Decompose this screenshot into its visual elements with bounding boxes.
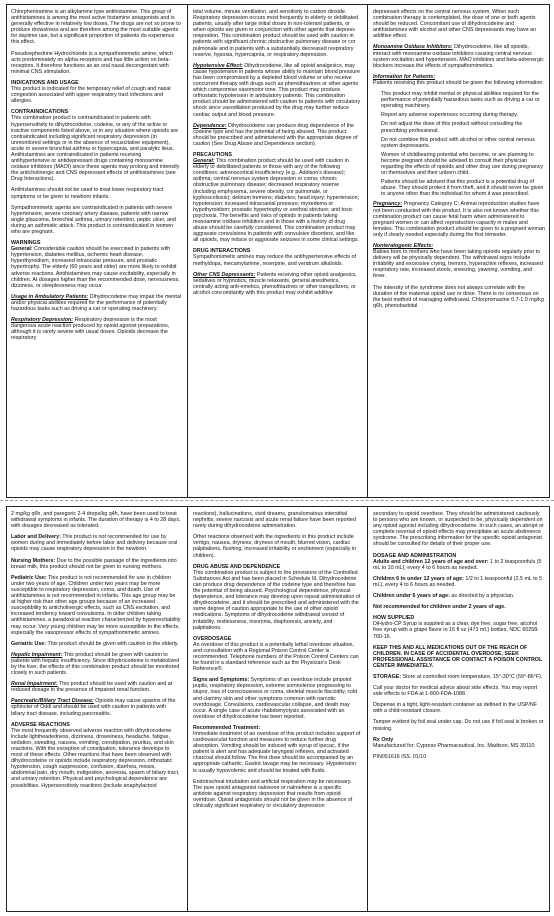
subsection-heading: Nonteratogenic Effects:: [373, 243, 434, 249]
paragraph: This combination product is subject to the provisions of the Controlled Substances Act and has been placed in Schedule III. Dihydrocodeine can produce drug dependence of the codeine type and therefore has the potential of being abused. Psychological dependence, physical dependence, and tolerance may develop upon repeat administration of dihydrocodeine, and it should be prescribed and administered with the same degree of caution appropriate to the use of other opioid medications. Symptoms of dihydrocodeine withdrawal consist of irritability, restlessness, insomnia, diaphoresis, anxiety, and palpitations.: [193, 569, 361, 631]
paragraph: secondary to opioid overdose. They should be administered cautiously to persons who are known, or suspected to be, physically dependent on any opioid agonist including dihydrocodeine. In such cases, an abrupt or complete reversal of opioid effects may precipitate an acute abstinence syndrome. The prescribing information for the specific opioid antagonist should be consulted for details of their proper use.: [373, 511, 544, 548]
paragraph-label: Monoamine Oxidase Inhibitors:: [373, 44, 453, 51]
paragraph: Immediate treatment of an overdose of this product includes support of cardiovascular function and measures to reduce further drug absorption. Vomiting should be induced with syrup of ipecac, if the patient is alert and has adequate laryngeal reflexes, and activated charcoal should follow. The first dose should be accompanied by an appropriate cathartic. Gastric lavage may be necessary. Hypotension is usually hypovolemic and should be treated with fluids.: [193, 731, 361, 774]
paragraph-label: Renal Impairment:: [11, 681, 58, 688]
section-heading: CONTRAINDICATIONS: [11, 109, 69, 116]
paragraph-text: 1 to 2 teaspoonfuls (5 mL to 10 mL), every 4 to 6 hours as needed.: [373, 558, 542, 571]
bullet-item: • Report any adverse experiences occurring during therapy.: [381, 112, 545, 118]
paragraph-text: This product is not recommended for use in children under two years of age. Children under two years may be more susceptible to respiratory depression, coma, and death. Use of antihistamines is not recommended in infants. This age group may be at higher risk than other age groups because of an increased susceptibility to anticholinergic effects, such as CNS excitation, and increased tendency toward convulsions. In older children taking antihistamines, a paradoxical reaction characterized by hyperexcitability may occur. Very young children may be more susceptible to the effects, especially the vasopressor effects of sympathomimetic amines.: [11, 574, 181, 636]
paragraph: tidal volume, minute ventilation, and sensitivity to carbon dioxide. Respiratory depression occurs most frequently in elderly or debilitated patients, usually after large initial doses in non-tolerant patients, or when opioids are given in conjunction with other agents that depress respiration. This combination product should be used with caution in patients with significant chronic obstructive pulmonary disease or cor pulmonale and in patients with a substantially decreased respiratory reserve, hypoxia, hypercapnia, or respiratory depression.: [193, 9, 359, 58]
top-column-3: [373, 9, 545, 493]
top-column-1: [11, 9, 181, 493]
paragraph: Call your doctor for medical advice about side effects. You may report side effects to FDA at 1-800-FDA-1088.: [373, 685, 538, 698]
labeled-paragraph: [11, 317, 181, 341]
paragraph: Sympathomimetic agents are contraindicated in patients with severe hypertension, severe coronary artery disease, patients with narrow angle glaucoma, bronchial asthma, urinary retention, peptic ulcer, and during an asthmatic attack. This product is contraindicated in women who are pregnant.: [11, 204, 176, 235]
labeled-paragraph: [11, 681, 181, 693]
paragraph-label: Other CNS Depressants:: [193, 271, 256, 278]
paragraph-text: Patients receiving other opioid analgesics, sedatives or hypnotics, muscle relaxants, general anesthetics, centrally acting anti-emetics, phenothiazines or other tranquilizers, or alcohol concomitantly with this product may exhibit additive: [193, 271, 357, 296]
labeled-paragraph: [193, 123, 361, 147]
section-heading: Rx Only: [373, 736, 394, 743]
paragraph: The most frequently observed adverse reaction with dihydrocodeine include lightheadedness, dizziness, drowsiness, headache, fatigue, sedation, sweating, nausea, vomiting, constipation, pruritus, and skin reactions. With the exception of constipation, tolerance develops to most of these effects. Other reactions that have been observed with dihydrocodeine or opioids include respiratory depression, orthostatic hypotension, cough suppression, confusion, diarrhea, miosis, abdominal pain, dry mouth, indigestion, anorexia, spasm of biliary tract, and urinary retention. Physical and psychological dependence are possibilities. Hypersensitivity reactions (include anaphylactoid: [11, 727, 180, 789]
section-heading: HOW SUPPLIED: [373, 615, 415, 622]
warning-paragraph: KEEP THIS AND ALL MEDICATIONS OUT OF THE REACH OF CHILDREN. IN CASE OF ACCIDENTAL OVERDOSE, SEEK PROFESSIONAL ASSISTANCE OR CONTACT A POISON CONTROL CENTER IMMEDIATELY.: [373, 644, 543, 669]
bullet-item: • This product may inhibit mental or physical abilities required for the performance of potentially hazardous tasks such as driving a car or operating machinery.: [381, 91, 545, 109]
paragraph: Manufactured for: Cypress Pharmaceutical, Inc. Madison, MS 39110: [373, 742, 535, 749]
paragraph-label: Usage in Ambulatory Patients:: [11, 293, 89, 300]
paragraph-text: Store at controlled room temperature, 15°-30°C (59°-86°F).: [401, 673, 543, 680]
paragraph-text: This product should be given with caution to patients with hepatic insufficiency. Since dihydrocodeine is metabolized by the liver, the effects of this combination product should be monitored closely in such patients.: [11, 651, 180, 677]
paragraph-text: This combination product should be used with caution in elderly or debilitated patients or those with any of the following conditions: adrenocortical insufficiency (e.g., Addison's disease); asthma; central nervous system depression or coma; chronic obstructive pulmonary disease; decreased respiratory reserve (including emphysema, severe obesity, cor pulmonale, or kyphoscoliosis); delirium tremens; diabetes; head injury; hypertension; hypotension; increased intracranial pressure; myxedema or hypothyroidism; prostatic hypertrophy or urethral stricture; and toxic psychosis. The benefits and risks of opioids in patients taking monoamine oxidase inhibitors and in those with a history of drug abuse should be carefully considered. This combination product may aggravate convulsions in patients with convulsive disorders, and like all opioids, may induce or aggravate seizures in some clinical settings.: [193, 158, 360, 244]
labeled-paragraph: [193, 677, 361, 720]
paragraph-text: Considerable caution should be exercised in patients with hypertension, diabetes mellitus, ischemic heart disease, hyperthyroidism, increased intraocular pressure, and prostatic hypertrophy. The elderly (60 years and older) are more likely to exhibit adverse reactions. Antihistamines may cause excitability, especially in children. At dosages higher than the recommended dose, nervousness, dizziness, or sleeplessness may occur.: [11, 246, 180, 289]
paragraph: reactions), hallucinations, vivid dreams, granulomatous interstitial nephritis, severe narcosis and acute renal failure have been reported rarely during dihydrocodeine administration.: [193, 511, 356, 530]
paragraph-label: Hepatic Impairment:: [11, 651, 63, 658]
paragraph-text: Pregnancy Category C: Animal reproduction studies have not been conducted with this product. It is also not known whether this combination product can cause fetal harm when administered to pregnant women or can affect reproduction capacity in males and females. This combination product should be given to a pregnant woman only if clearly needed especially during the first trimester.: [373, 201, 545, 238]
paragraph-text: Respiratory depression is the most dangerous acute reaction produced by opioid agonist preparations, although it is rarely severe with usual doses. Opioids decrease the respiratory: [11, 317, 170, 342]
paragraph-label: Labor and Delivery:: [11, 534, 61, 541]
paragraph: The intensity of the syndrome does not always correlate with the duration of the maternal opioid use or dose. There is no consensus on the best method of managing withdrawal. Chlorpromazine 0.7-1.0 mg/kg q6h, phenobarbital: [373, 284, 544, 309]
labeled-paragraph: [193, 63, 361, 118]
column-divider: [187, 5, 188, 497]
paragraph: DiHydro-CP Syrup is supplied as a clear, dye free, sugar free, alcohol free syrup with a grape flavor in 16 fl oz (473 mL) bottles, NDC 60258-760-16.: [373, 621, 540, 640]
labeled-paragraph: [373, 674, 545, 680]
paragraph-label: Pancreatic/Biliary Tract Disease:: [11, 698, 94, 705]
paragraph-label: Respiratory Depression:: [11, 317, 74, 324]
labeled-paragraph: [193, 158, 361, 243]
paragraph-label: Pregnancy:: [373, 201, 403, 208]
paragraph-label: Children 6 to under 12 years of age:: [373, 575, 464, 582]
paragraph: Pseudoephedrine Hydrochloride is a sympathomimetic amine, which acts predominately on alpha-receptors and has little action on beta-receptors. It therefore functions as an oral nasal decongestant with minimal CNS stimulation.: [11, 50, 173, 75]
section-heading: ADVERSE REACTIONS: [11, 721, 70, 728]
subsection-heading: Information for Patients:: [373, 73, 436, 80]
section-heading: OVERDOSAGE: [193, 635, 232, 642]
labeled-paragraph: [11, 294, 181, 312]
paragraph-label: General:: [193, 158, 215, 165]
bottom-column-2: [193, 511, 361, 907]
labeled-paragraph: [373, 593, 545, 599]
section-heading: DOSAGE AND ADMINISTRATION: [373, 552, 457, 559]
labeled-paragraph: [373, 44, 545, 68]
labeled-paragraph: [11, 558, 181, 570]
section-heading: DRUG INTERACTIONS: [193, 248, 251, 255]
labeled-paragraph: [373, 201, 545, 238]
bullet-item: • Do not combine this product with alcohol or other central nervous system depressants.: [381, 137, 545, 149]
paragraph: 2 mg/kg q6h, and paregoric 2-4 drops/kg q4h, have been used to treat withdrawal symptoms in infants. The duration of therapy is 4 to 28 days, with dosages decreased as tolerated.: [11, 511, 181, 530]
paragraph-text: This product is not recommended for use by women during and immediately before labor and delivery because oral opioids may cause respiratory depression in the newborn.: [11, 534, 178, 553]
labeled-paragraph: [373, 559, 545, 571]
paragraph-label: Adults and children 12 years of age and over:: [373, 558, 489, 565]
section-heading: INDICATIONS AND USAGE: [11, 79, 79, 86]
top-column-2: [193, 9, 361, 493]
paragraph-text: Dihydrocodeine, like all opioid analgesics, may cause hypotension in patients whose ability to maintain blood pressure has been compromised by a depleted blood volume or who receive concurrent therapy with drugs such as phenothiazines or other agents which compromise vasomotor tone. This product may produce orthostatic hypotension in ambulatory patients. This combination product should be administered with caution to patients with circulatory shock since vasodilation produced by the drug may further reduce cardiac output and blood pressure.: [193, 62, 361, 118]
paragraph: PIN051616 ISS. 01/10: [373, 753, 427, 760]
paragraph: Babies born to mothers who have been taking opioids regularly prior to delivery will be physically dependent. The withdrawal signs include irritability and excessive crying, tremors, hyperactive reflexes, increased respiratory rate, increased stools, sneezing, yawning, vomiting, and fever.: [373, 249, 543, 280]
paragraph-text: 1/2 to 1 teaspoonful (2.5 mL to 5 mL), every 4 to 6 hours as needed.: [373, 575, 543, 588]
bullet-item: • Do not adjust the dose of this product without consulting the prescribing professional.: [381, 121, 545, 133]
paragraph: Chlorpheniramine is an alkylamine type antihistamine. This group of antihistamines is among the most active histamine antagonists and is generally effective in relatively low doses. The drugs are not so prone to produce drowsiness and are therefore among the most suitable agents for daytime use, but a significant proportion of patients do experience this effect.: [11, 9, 181, 46]
paragraph-label: Children under 6 years of age:: [373, 593, 450, 600]
paragraph: This combination product is contraindicated in patients with hypersensitivity to dihydrocodeine, codeine, or any of the active or inactive components listed above, or in any situation where opioids are contraindicated including significant respiratory depression (in unmonitored settings or in the absence of resuscitative equipment), acute or severe bronchial asthma or hypercapnia, and paralytic ileus. Antihistamines are contraindicated in patients receiving antihypertensive or antidepressant drugs containing monoamine oxidase inhibitors (MAOI) since these agents may prolong and intensify the anticholinergic and CNS depressant effects of antihistamines (see Drug Interactions).: [11, 115, 180, 183]
paragraph-label: Hypotensive Effect:: [193, 62, 243, 69]
paragraph-label: Signs and Symptoms:: [193, 677, 250, 684]
paragraph-text: Due to the possible passage of the ingredients into breast milk, this product should not be given to nursing mothers.: [11, 557, 177, 570]
paragraph-label: Dependence:: [193, 122, 227, 129]
column-divider: [367, 5, 368, 497]
labeled-paragraph: [373, 604, 545, 610]
bottom-panel: [6, 506, 550, 912]
bullet-list: [373, 91, 545, 197]
paragraph: Sympathomimetic amines may reduce the antihypertensive effects of methyldopa, mecamylamine, reserpine, and veratrum alkaloids.: [193, 254, 356, 267]
bottom-column-3: [373, 511, 545, 907]
section-heading: WARNINGS: [11, 240, 41, 247]
labeled-paragraph: [11, 652, 181, 676]
paragraph-label: Geriatric Use:: [11, 640, 47, 647]
paragraph-text: as directed by a physician.: [449, 593, 515, 600]
fold-line: [0, 500, 554, 504]
paragraph: An overdose of this product is a potentially lethal overdose situation, and consultation with a Regional Poison Control Center is recommended. Telephone numbers of the Poison Control Centers can be found in a standard reference such as the Physician's Desk Reference®.: [193, 641, 359, 673]
paragraph-text: Opioids may cause spasms of the sphincter of Oddi and should be used with caution in patients with biliary tract disease, including pancreatitis.: [11, 698, 176, 717]
paragraph-label: STORAGE:: [373, 673, 402, 680]
paragraph-label: Pediatric Use:: [11, 574, 47, 581]
bullet-item: • Patients should be advised that this product is a potential drug of abuse. They should protect it from theft, and it should never be given to anyone other than the individual for whom it was prescribed.: [381, 179, 545, 197]
bullet-item: • Women of childbearing potential who become, or are planning to become pregnant should be advised to consult their physician regarding the effects of opioids and other drug use during pregnancy on themselves and their unborn child.: [381, 152, 545, 176]
labeled-paragraph: [373, 576, 545, 588]
paragraph-text: This product should be used with caution and at reduced dosage in the presence of impaired renal function.: [11, 681, 173, 694]
paragraph: Endotracheal intubation and artificial respiration may be necessary. The pure opioid antagonist naloxone or nalmefene is a specific antidote against respiratory depression that results from opioid overdose. Opioid antagonists should not be given in the absence of clinically significant respiratory or circulatory depression: [193, 778, 353, 810]
paragraph: Dispense in a tight, light-resistant container as defined in the USP/NF with a child-resistant closure.: [373, 702, 537, 715]
column-divider: [187, 507, 188, 911]
paragraph: Patients receiving this product should be given the following information:: [373, 79, 544, 86]
top-panel: [6, 4, 550, 498]
paragraph: Antihistamines should not be used to treat lower respiratory tract symptoms or be given to newborn infants.: [11, 187, 164, 200]
paragraph-label: Nursing Mothers:: [11, 557, 56, 564]
bottom-column-1: [11, 511, 181, 907]
paragraph-text: Dihydrocodeine may impair the mental and/or physical abilities required for the performance of potentially hazardous tasks such as driving a car or operating machinery.: [11, 293, 181, 313]
labeled-paragraph: [11, 698, 181, 716]
paragraph: depressant effects on the central nervous system. When such combination therapy is contemplated, the dose of one or both agents should be reduced. Concomitant use of dihydrocodeine and antihistamines with alcohol and other CNS depressants may have an additive effect.: [373, 9, 537, 40]
column-divider: [367, 507, 368, 911]
section-heading: Recommended Treatment:: [193, 724, 261, 731]
paragraph-text: Symptoms of an overdose include pinpoint pupils, respiratory depression, extreme somnolence progressing to stupor, loss of consciousness or coma, skeletal muscle flaccidity, cold and clammy skin and other symptoms common with narcotic overdosage. Convulsions, cardiovascular collapse, and death may occur. A single case of acute rhabdomyolysis associated with an overdose of dihydrocodeine has been reported.: [193, 677, 358, 720]
labeled-paragraph: [11, 641, 181, 647]
paragraph: Other reactions observed with the ingredients in this product include vertigo, nausea, dryness, dryness of mouth, blurred vision, cardiac palpitations, flushing, increased irritability or excitement (especially in children).: [193, 534, 357, 559]
paragraph: This product is indicated for the temporary relief of cough and nasal congestion associated with upper respiratory tract infections and allergies.: [11, 86, 171, 105]
paragraph: Tamper evident by foil seal under cap. Do not use if foil seal is broken or missing.: [373, 719, 544, 732]
labeled-paragraph: [11, 534, 181, 552]
paragraph-label: Not recommended for children under 2 years of age.: [373, 604, 506, 611]
paragraph-text: This product should be given with caution to the elderly.: [46, 640, 179, 647]
paragraph-text: Dihydrocodeine, like all opioids, interact with monoamine oxidase inhibitors causing central nervous system excitation and hypertension. MAO inhibitors and beta-adrenergic blockers increase the effects of sympathomimetics.: [373, 44, 544, 69]
labeled-paragraph: [11, 575, 181, 636]
section-heading: PRECAUTIONS: [193, 151, 232, 158]
paragraph-text: Dihydrocodeine can produce drug dependence of the codeine type and has the potential of being abused. This product should be prescribed and administered with the appropriate degree of caution (See Drug Abuse and Dependence section).: [193, 122, 358, 147]
labeled-paragraph: [193, 272, 361, 296]
paragraph-label: General:: [11, 246, 33, 253]
labeled-paragraph: [11, 246, 181, 289]
section-heading: DRUG ABUSE AND DEPENDENCE: [193, 563, 281, 570]
